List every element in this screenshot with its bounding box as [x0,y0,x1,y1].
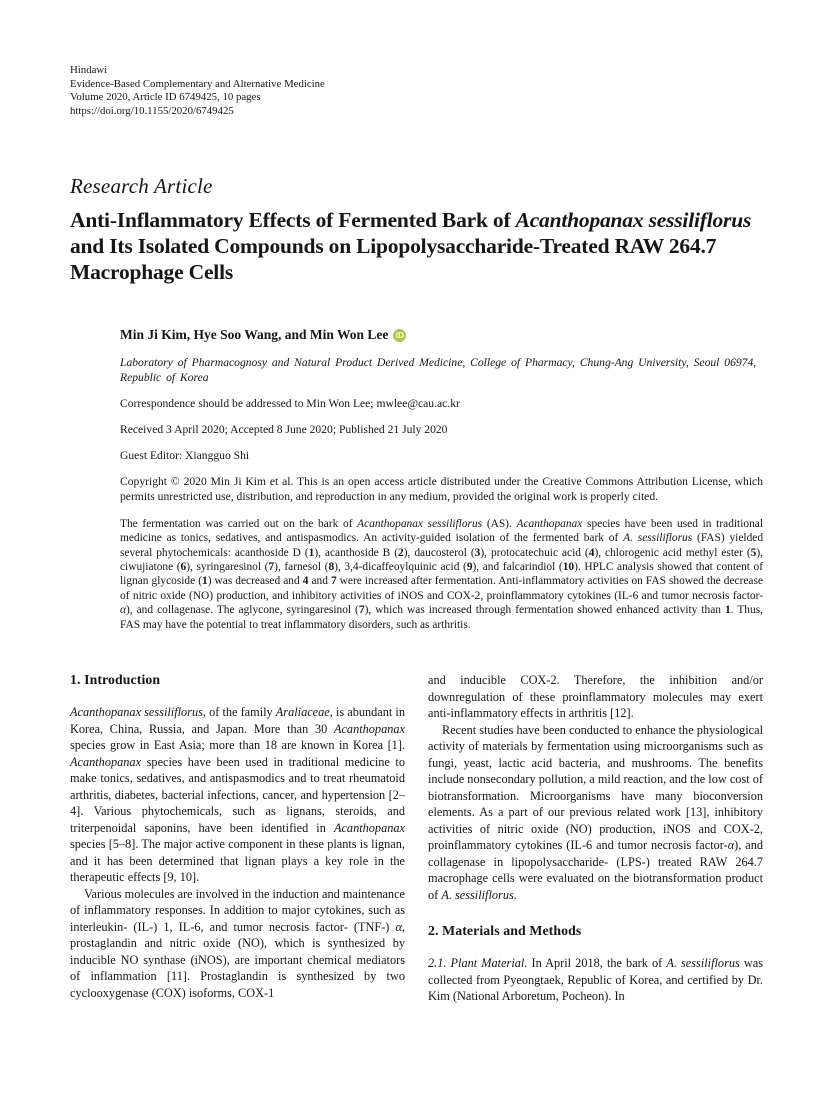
paragraph: and inducible COX-2. Therefore, the inhibition and/or downregulation of these proinflammatory molecules may exert anti-inflammatory effects in arthritis [12]. [428,673,763,721]
journal-header [70,64,763,118]
paragraph: Acanthopanax sessiliflorus, of the family Araliaceae, is abundant in Korea, China, Russia, and Japan. More than 30 Acanthopanax species grow in East Asia; more than 18 are known in Korea [1]. Acanthopanax species have been used in traditional medicine to make tonics, sedatives, and antispasmodics and to treat rheumatoid arthritis, diabetes, bacterial infections, cancer, and hypertension [2–4]. Various phytochemicals, such as lignans, steroids, and triterpenoidal saponins, have been identified in Acanthopanax species [5–8]. The major active component in these plants is lignan, and it has been determined that lignan plays a key role in the therapeutic effects [9, 10]. [70,705,405,885]
paragraph: Various molecules are involved in the induction and maintenance of inflammatory responses. In addition to major cytokines, such as interleukin- (IL-) 1, IL-6, and tumor necrosis factor- (TNF-) α, prostaglandin and nitric oxide (NO), which is synthesized by inducible NO synthase (iNOS), are important chemical mediators of inflammation [11]. Prostaglandin is synthesized by two cyclooxygenase (COX) isoforms, COX-1 [70,886,405,1000]
author-names: Min Ji Kim, Hye Soo Wang, and Min Won Lee [120,327,389,343]
correspondence-line [120,397,763,411]
methods-heading: 2. Materials and Methods [428,923,582,939]
article-title: Anti-Inflammatory Effects of Fermented Bark of Acanthopanax sessiliflorus and Its Isolated Compounds on Lipopolysaccharide-Treated RAW 264.7 Macrophage Cells [70,208,752,285]
introduction-heading: 1. Introduction [70,672,161,688]
doi-link[interactable]: https://doi.org/10.1155/2020/6749425 [70,104,234,117]
correspondence-text: Correspondence should be addressed to Min Won Lee; [120,396,377,410]
article [70,174,763,1004]
volume-info: Volume 2020, Article ID 6749425, 10 pages [70,91,261,104]
guest-editor: Guest Editor: Xiangguo Shi [120,449,250,463]
authors-line [120,327,763,343]
publisher-name: Hindawi [70,64,108,76]
article-meta [120,327,763,632]
right-column [428,672,763,1005]
left-column [70,672,405,1005]
orcid-icon[interactable]: iD [393,329,406,342]
journal-name: Evidence-Based Complementary and Alternative Medicine [70,77,325,90]
affiliation: Laboratory of Pharmacognosy and Natural Product Derived Medicine, College of Pharmacy, Chung-Ang University, Seoul 06974, Republic of Korea [120,356,757,384]
paragraph: Recent studies have been conducted to enhance the physiological activity of materials by fermentation using microorganisms such as fungi, yeast, lactic acid bacteria, and mushrooms. The benefits include nonsecondary pollution, a mild reaction, and the low cost of biotransformation. Microorganisms have many bioconversion elements. As a part of our previous related work [13], inhibitory activities of nitric oxide (NO) production, iNOS and COX-2, proinflammatory cytokines (IL-6 and tumor necrosis factor-α), and collagenase in lipopolysaccharide- (LPS-) treated RAW 264.7 macrophage cells were evaluated on the biotransformation product of A. sessiliflorus. [428,722,763,902]
correspondence-email[interactable]: mwlee@cau.ac.kr [376,396,460,410]
article-history: Received 3 April 2020; Accepted 8 June 2020; Published 21 July 2020 [120,422,448,436]
content-columns [70,672,763,1005]
paragraph: 2.1. Plant Material. In April 2018, the bark of A. sessiliflorus was collected from Pyeongtaek, Republic of Korea, and certified by Dr. Kim (National Arboretum, Pocheon). In [428,956,764,1004]
copyright-notice: Copyright © 2020 Min Ji Kim et al. This is an open access article distributed under the Creative Commons Attribution License, which permits unrestricted use, distribution, and reproduction in any medium, provided the original work is properly cited. [120,475,763,503]
article-type-label: Research Article [70,174,213,199]
abstract-text: The fermentation was carried out on the bark of Acanthopanax sessiliflorus (AS). Acanthopanax species have been used in traditional medicine as tonics, sedatives, and antispasmodics. An activity-guided isolation of the fermented bark of A. sessiliflorus (FAS) yielded several phytochemicals: acanthoside D (1), acanthoside B (2), daucosterol (3), protocatechuic acid (4), chlorogenic acid methyl ester (5), ciwujiatone (6), syringaresinol (7), farnesol (8), 3,4-dicaffeoylquinic acid (9), and falcarindiol (10). HPLC analysis showed that content of lignan glycoside (1) was decreased and 4 and 7 were increased after fermentation. Anti-inflammatory activities on FAS showed the decrease of nitric oxide (NO) production, and inhibitory activities of iNOS and COX-2, proinflammatory cytokines (IL-6 and tumor necrosis factor-α), and collagenase. The aglycone, syringaresinol (7), which was increased through fermentation showed enhanced activity than 1. Thus, FAS may have the potential to treat inflammatory disorders, such as arthritis. [120,517,764,631]
